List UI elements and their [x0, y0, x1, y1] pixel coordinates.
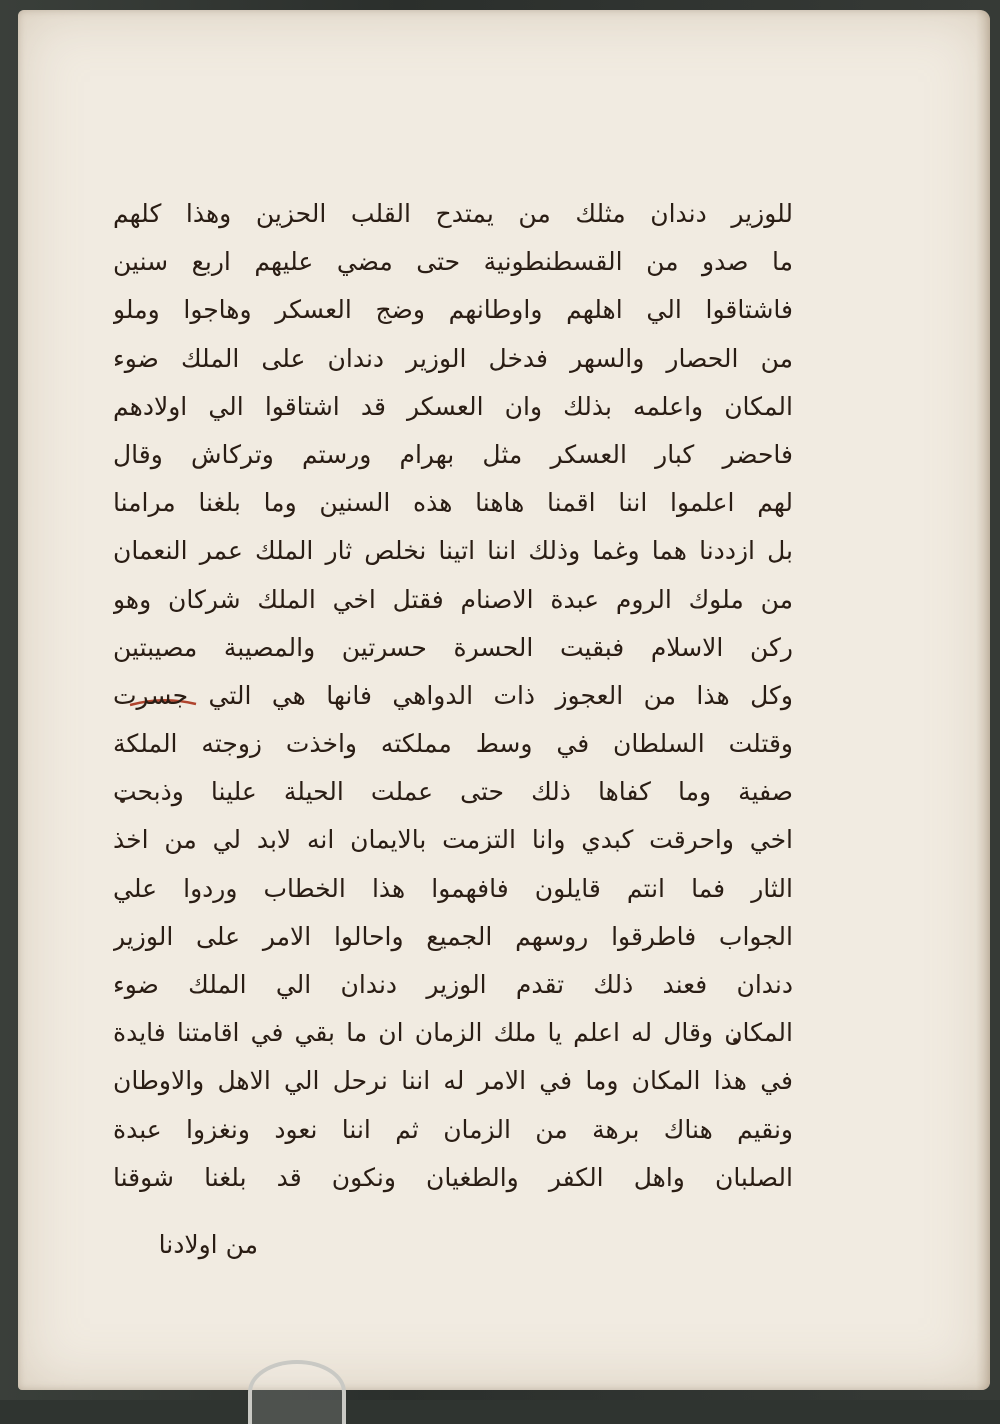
text-line: وقتلت السلطان في وسط مملكته واخذت زوجته الملكة: [113, 729, 793, 759]
text-line: بل ازددنا هما وغما وذلك اننا اتينا نخلص ثار الملك عمر النعمان: [113, 536, 793, 566]
text-line: ركن الاسلام فبقيت الحسرة حسرتين والمصيبة مصيبتين: [113, 632, 793, 662]
text-line: ونقيم هناك برهة من الزمان ثم اننا نعود ونغزوا عبدة: [113, 1114, 793, 1144]
manuscript-page: [18, 10, 990, 1390]
text-line: للوزير دندان مثلك من يمتدح القلب الحزين وهذا كلهم: [113, 199, 793, 228]
text-line: لهم اعلموا اننا اقمنا هاهنا هذه السنين وما بلغنا مرامنا: [113, 488, 793, 518]
text-line: دندان فعند ذلك تقدم الوزير دندان الي الملك ضوء: [113, 970, 793, 999]
text-line: فاشتاقوا الي اهلهم واوطانهم وضج العسكر وهاجوا وملو: [113, 295, 793, 325]
text-line: من ملوك الروم عبدة الاصنام فقتل اخي الملك شركان وهو: [113, 584, 793, 614]
text-line: فاحضر كبار العسكر مثل بهرام ورستم وتركاش وقال: [113, 439, 793, 469]
text-line: المكان واعلمه بذلك وان العسكر قد اشتاقوا الي اولادهم: [113, 391, 793, 421]
text-line: من الحصار والسهر فدخل الوزير دندان على الملك ضوء: [113, 343, 793, 373]
text-line: اخي واحرقت كبدي وانا التزمت بالايمان انه لابد لي من اخذ: [113, 825, 793, 855]
binding-hole: [248, 1360, 346, 1424]
text-line: وكل هذا من العجوز ذات الدواهي فانها هي التي جسرت: [113, 680, 793, 710]
manuscript-text-block: [113, 190, 793, 1202]
text-line: صفية وما كفاها ذلك حتى عملت الحيلة علينا وذبحت: [113, 777, 793, 807]
text-line: في هذا المكان وما في الامر له اننا نرحل الي الاهل والاوطان: [113, 1066, 793, 1096]
page-edge: [976, 10, 990, 1390]
text-line: الصلبان واهل الكفر والطغيان ونكون قد بلغنا شوقنا: [113, 1162, 793, 1192]
text-line: ما صدو من القسطنطونية حتى مضي عليهم اربع سنين: [113, 247, 793, 277]
text-line: الجواب فاطرقوا روسهم الجميع واحالوا الامر على الوزير: [113, 921, 793, 951]
text-line: الثار فما انتم قايلون فافهموا هذا الخطاب وردوا علي: [113, 873, 793, 903]
text-line: المكان وقال له اعلم يا ملك الزمان ان ما بقي في اقامتنا فايدة: [113, 1018, 793, 1048]
catchword: من اولادنا: [158, 1230, 258, 1259]
